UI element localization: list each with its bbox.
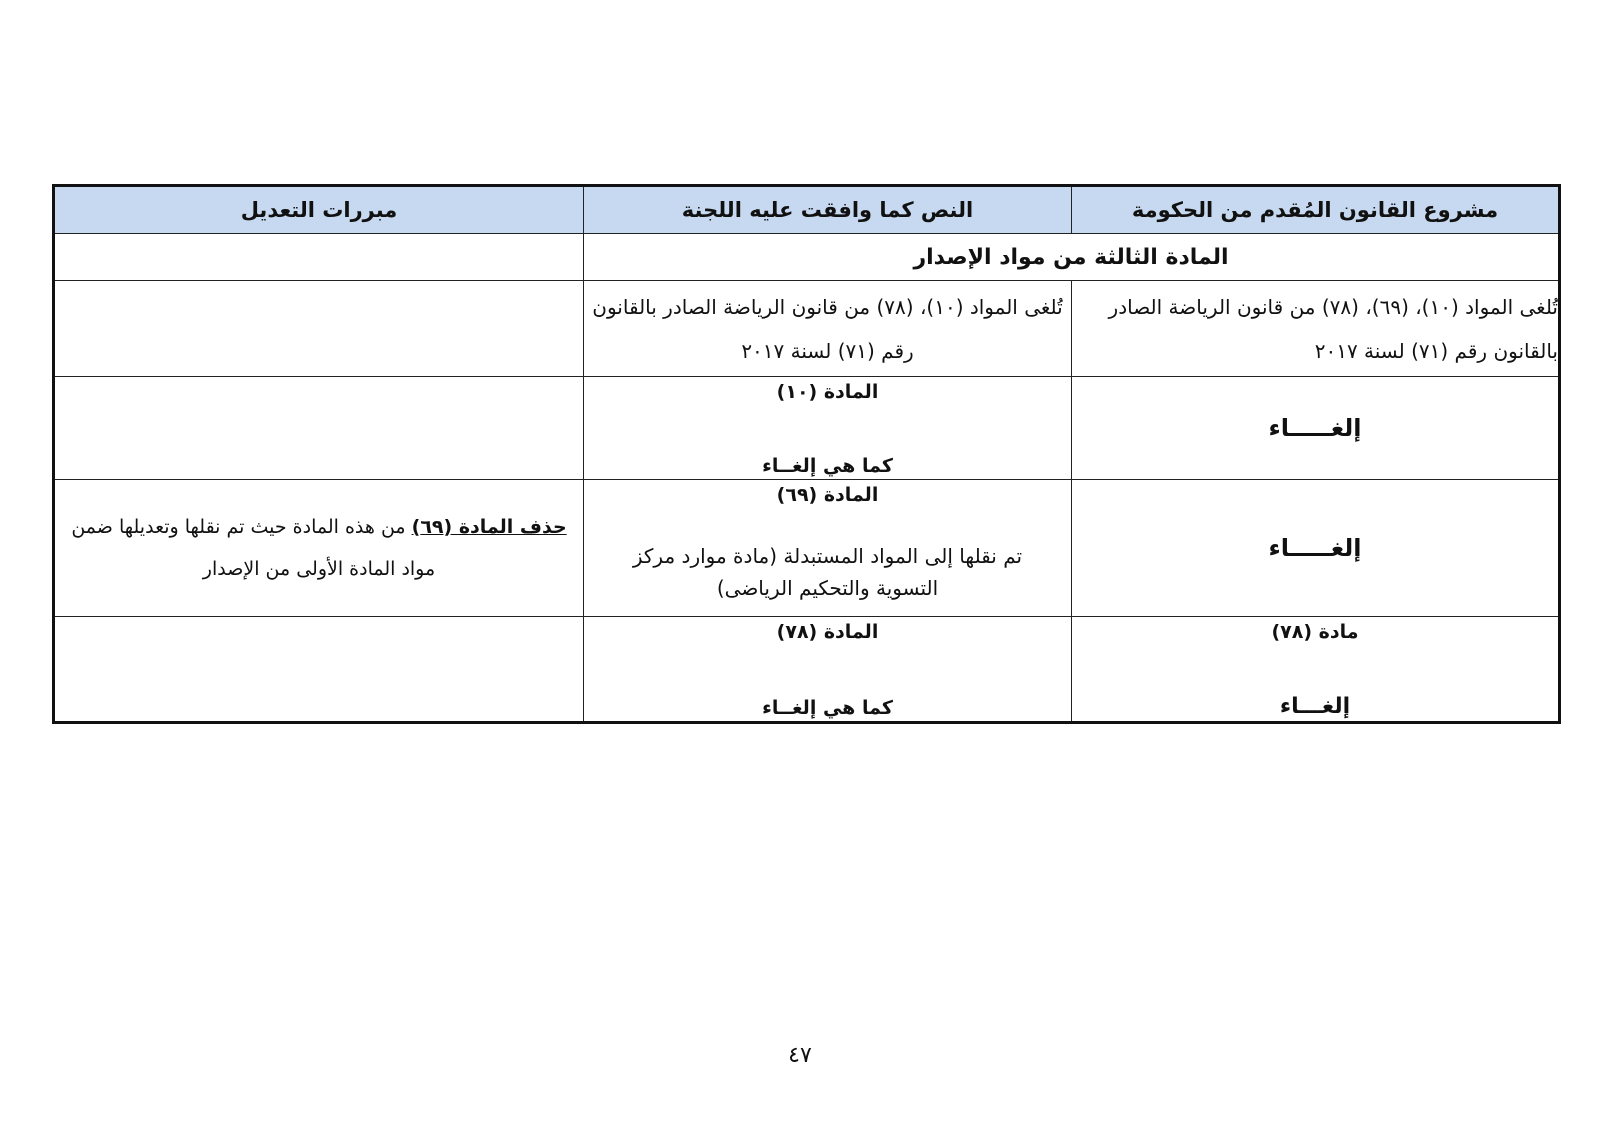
header-committee: النص كما وافقت عليه اللجنة <box>584 186 1072 234</box>
justification-cell <box>54 480 584 617</box>
government-text: إلغـــــاء <box>1268 414 1362 442</box>
page-number: ٤٧ <box>788 1043 812 1068</box>
government-cell <box>1072 281 1560 377</box>
justification-cell <box>54 617 584 723</box>
table-row <box>54 377 1560 480</box>
table-row <box>54 480 1560 617</box>
government-cell <box>1072 480 1560 617</box>
table-row <box>54 281 1560 377</box>
government-text: إلغـــاء <box>1279 694 1351 719</box>
committee-cell <box>584 480 1072 617</box>
committee-cell <box>584 377 1072 480</box>
comparison-table <box>52 184 1561 724</box>
committee-text: كما هي إلغــاء <box>762 455 893 477</box>
committee-article-label: المادة (١٠) <box>776 381 879 403</box>
justification-cell <box>54 281 584 377</box>
section-title: المادة الثالثة من مواد الإصدار <box>584 234 1560 281</box>
section-row <box>54 234 1560 281</box>
table-header-row <box>54 186 1560 234</box>
committee-article-label: المادة (٦٩) <box>776 484 879 506</box>
committee-article-label: المادة (٧٨) <box>776 621 879 643</box>
government-cell <box>1072 617 1560 723</box>
header-justification: مبررات التعديل <box>54 186 584 234</box>
government-cell <box>1072 377 1560 480</box>
committee-cell <box>584 617 1072 723</box>
government-article-label: مادة (٧٨) <box>1271 621 1359 643</box>
committee-cell <box>584 281 1072 377</box>
government-text: إلغـــــاء <box>1268 534 1362 562</box>
justification-bold-text: حذف المادة (٦٩) <box>411 516 567 538</box>
committee-text: تم نقلها إلى المواد المستبدلة (مادة موارد مركز التسوية والتحكيم الرياضى) <box>632 544 1023 600</box>
header-government: مشروع القانون المُقدم من الحكومة <box>1072 186 1560 234</box>
justification-cell <box>54 377 584 480</box>
table-row <box>54 617 1560 723</box>
committee-text: كما هي إلغــاء <box>762 697 893 719</box>
government-text: تُلغى المواد (١٠)، (٦٩)، (٧٨) من قانون الرياضة الصادر بالقانون رقم (٧١) لسنة ٢٠١٧ <box>1108 294 1558 363</box>
committee-text: تُلغى المواد (١٠)، (٧٨) من قانون الرياضة الصادر بالقانون رقم (٧١) لسنة ٢٠١٧ <box>592 294 1063 363</box>
section-empty-cell <box>54 234 584 281</box>
justification-text: من هذه المادة حيث تم نقلها وتعديلها ضمن مواد المادة الأولى من الإصدار <box>71 516 436 580</box>
